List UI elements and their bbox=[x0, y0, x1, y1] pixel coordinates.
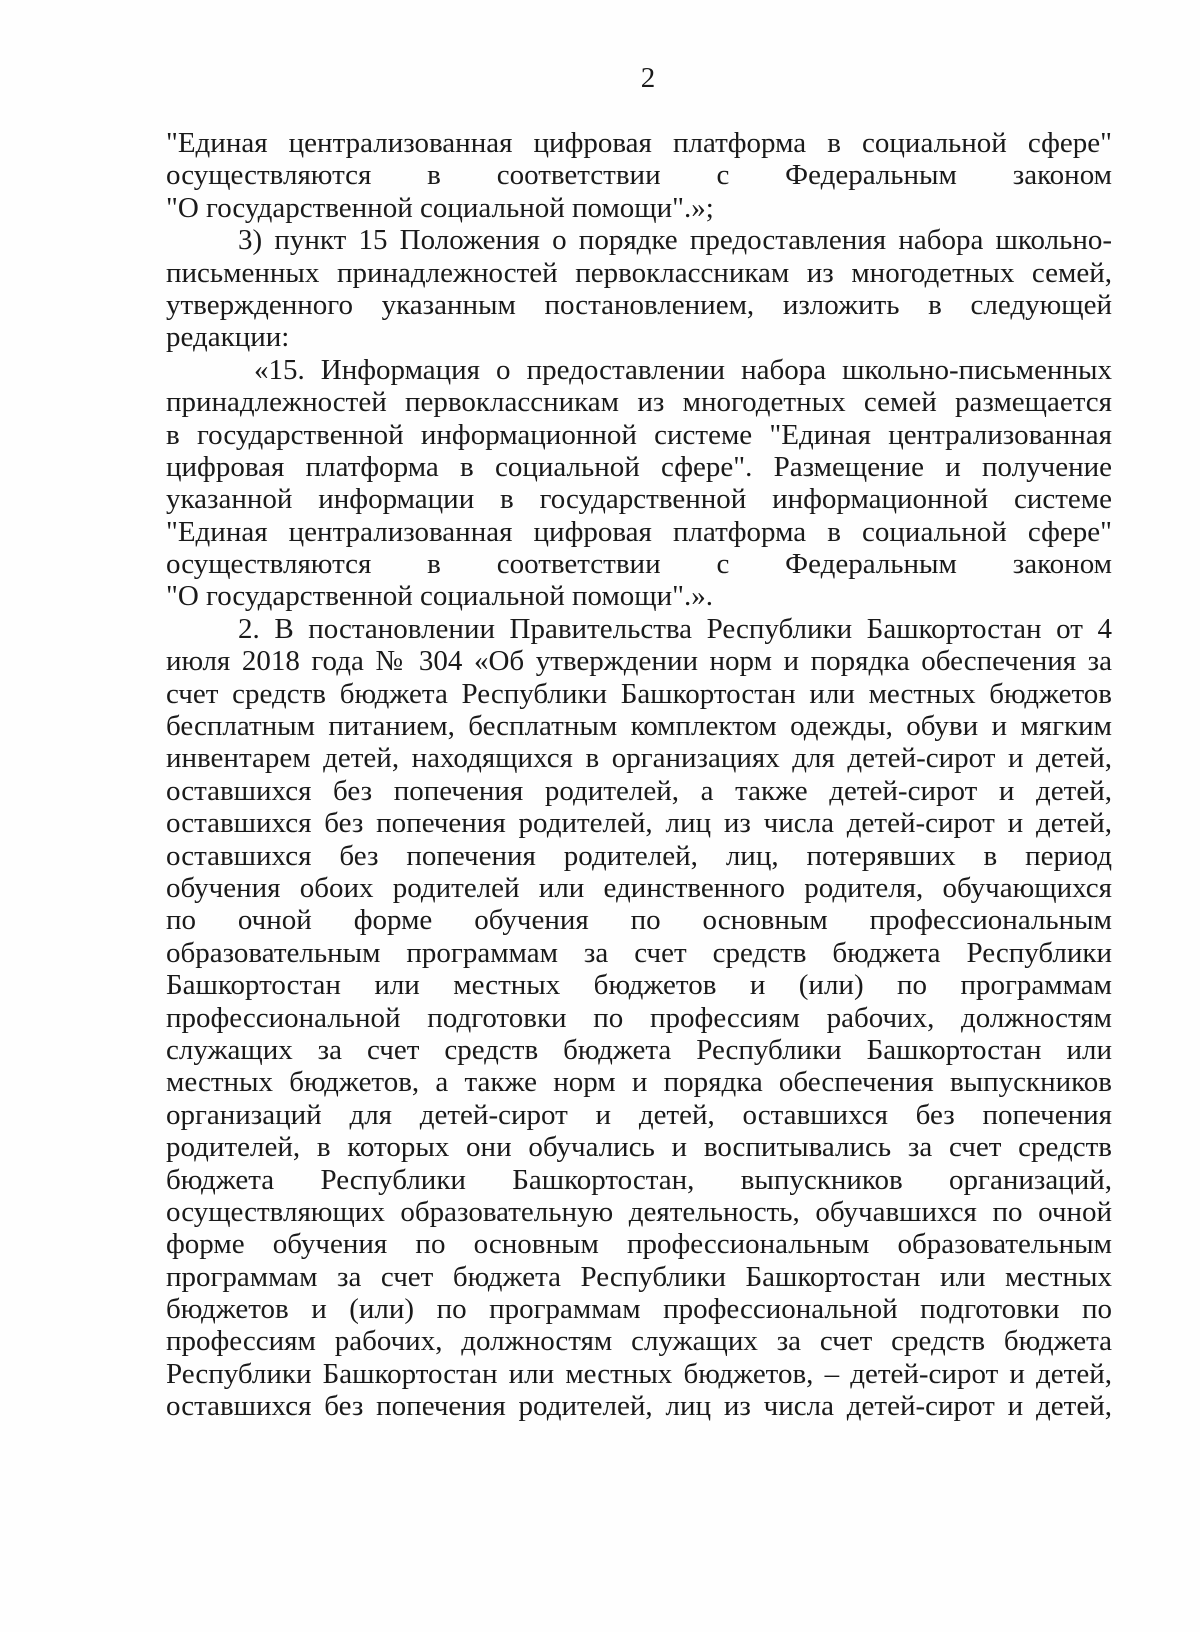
text-line: "О государственной социальной помощи".». bbox=[166, 580, 713, 613]
text-line: 2. В постановлении Правительства Республики Башкортостан от 4 bbox=[238, 612, 1112, 645]
text-line: местных бюджетов, а также норм и порядка обеспечения выпускников bbox=[166, 1066, 1112, 1099]
text-line: оставшихся без попечения родителей, лиц из числа детей-сирот и детей, bbox=[166, 807, 1112, 840]
text-line: утвержденного указанным постановлением, изложить в следующей bbox=[166, 288, 1112, 321]
text-line: "Единая централизованная цифровая платформа в социальной сфере" bbox=[166, 127, 1112, 159]
text-line: инвентарем детей, находящихся в организациях для детей-сирот и детей, bbox=[166, 742, 1112, 775]
text-line: бесплатным питанием, бесплатным комплектом одежды, обуви и мягким bbox=[166, 710, 1112, 743]
text-line: программам за счет бюджета Республики Башкортостан или местных bbox=[166, 1260, 1112, 1293]
text-line: служащих за счет средств бюджета Республики Башкортостан или bbox=[166, 1033, 1112, 1066]
text-line: цифровая платформа в социальной сфере". Размещение и получение bbox=[166, 450, 1112, 483]
text-line: июля 2018 года № 304 «Об утверждении норм и порядка обеспечения за bbox=[166, 645, 1112, 678]
text-line: профессиям рабочих, должностям служащих за счет средств бюджета bbox=[166, 1325, 1112, 1358]
text-line: письменных принадлежностей первоклассникам из многодетных семей, bbox=[166, 256, 1112, 289]
text-line: профессиональной подготовки по профессиям рабочих, должностям bbox=[166, 1001, 1112, 1034]
text-line: Башкортостан или местных бюджетов и (или) по программам bbox=[166, 969, 1112, 1002]
text-line: в государственной информационной системе "Единая централизованная bbox=[166, 418, 1112, 451]
text-line: оставшихся без попечения родителей, лиц из числа детей-сирот и детей, bbox=[166, 1390, 1112, 1423]
text-line: осуществляющих образовательную деятельность, обучавшихся по очной bbox=[166, 1195, 1112, 1228]
text-line: форме обучения по основным профессиональным образовательным bbox=[166, 1228, 1112, 1261]
text-line: Республики Башкортостан или местных бюджетов, – детей-сирот и детей, bbox=[166, 1357, 1112, 1390]
text-line: 3) пункт 15 Положения о порядке предоставления набора школьно- bbox=[238, 224, 1112, 257]
text-line: бюджета Республики Башкортостан, выпускников организаций, bbox=[166, 1163, 1112, 1196]
text-line: счет средств бюджета Республики Башкортостан или местных бюджетов bbox=[166, 677, 1112, 710]
text-line: принадлежностей первоклассникам из многодетных семей размещается bbox=[166, 386, 1112, 419]
text-line: родителей, в которых они обучались и воспитывались за счет средств bbox=[166, 1131, 1112, 1164]
text-line: осуществляются в соответствии с Федеральным законом bbox=[166, 159, 1112, 192]
text-line: оставшихся без попечения родителей, лиц, потерявших в период bbox=[166, 839, 1112, 872]
text-line: "О государственной социальной помощи".»; bbox=[166, 191, 714, 224]
document-body bbox=[166, 127, 1112, 1423]
text-line: по очной форме обучения по основным профессиональным bbox=[166, 904, 1112, 937]
text-line: образовательным программам за счет средств бюджета Республики bbox=[166, 936, 1112, 969]
text-line: указанной информации в государственной информационной системе bbox=[166, 483, 1112, 516]
text-line: организаций для детей-сирот и детей, оставшихся без попечения bbox=[166, 1098, 1112, 1131]
text-line: обучения обоих родителей или единственного родителя, обучающихся bbox=[166, 871, 1112, 904]
text-line: "Единая централизованная цифровая платформа в социальной сфере" bbox=[166, 515, 1112, 548]
page-number: 2 bbox=[640, 62, 656, 94]
text-line: редакции: bbox=[166, 321, 290, 354]
text-line: бюджетов и (или) по программам профессиональной подготовки по bbox=[166, 1293, 1112, 1326]
text-line: оставшихся без попечения родителей, а также детей-сирот и детей, bbox=[166, 774, 1112, 807]
text-line: «15. Информация о предоставлении набора школьно-письменных bbox=[254, 353, 1112, 386]
text-line: осуществляются в соответствии с Федеральным законом bbox=[166, 548, 1112, 581]
